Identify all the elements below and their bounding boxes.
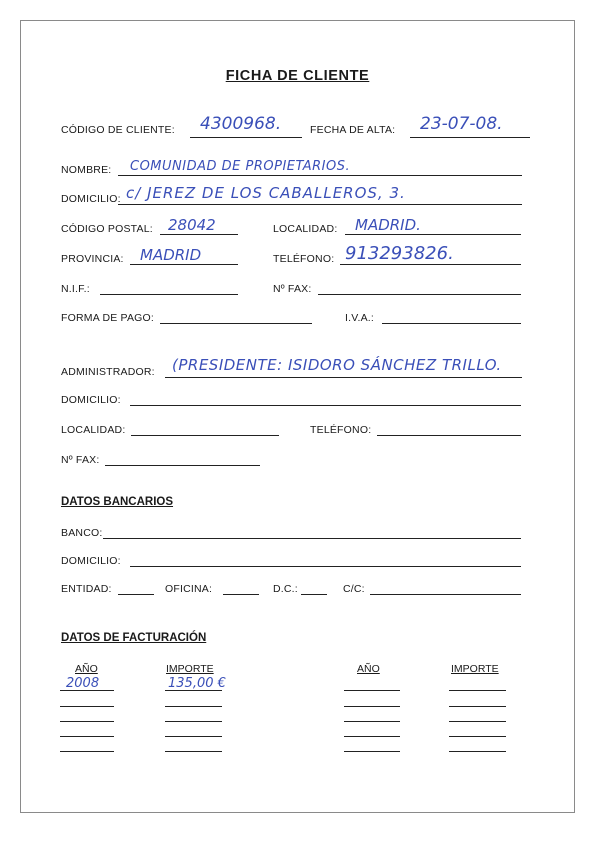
nif-line[interactable] [100, 294, 238, 295]
fecha-alta-line [410, 137, 530, 138]
datos-bancarios-heading: DATOS BANCARIOS [61, 496, 174, 508]
dc-label: D.C.: [273, 583, 298, 595]
provincia-line [130, 264, 238, 265]
billing-line-amount-right[interactable] [449, 721, 506, 722]
billing-line-year-right[interactable] [344, 690, 400, 691]
billing-line-amount-left[interactable] [165, 690, 222, 691]
nombre-label: NOMBRE: [61, 164, 112, 176]
telefono-line [340, 264, 521, 265]
billing-line-amount-right[interactable] [449, 736, 506, 737]
year-column-header-left: AÑO [75, 663, 98, 675]
domicilio-line [118, 204, 522, 205]
fax-label: Nº FAX: [273, 283, 312, 295]
entidad-line[interactable] [118, 594, 154, 595]
admin-fax-line[interactable] [105, 465, 260, 466]
billing-line-year-left[interactable] [60, 706, 114, 707]
bank-domicilio-label: DOMICILIO: [61, 555, 121, 567]
codigo-postal-value[interactable]: 28042 [168, 216, 216, 234]
billing-line-amount-right[interactable] [449, 706, 506, 707]
billing-line-amount-left[interactable] [165, 736, 222, 737]
codigo-cliente-value[interactable]: 4300968. [200, 114, 282, 134]
bank-domicilio-line[interactable] [130, 566, 521, 567]
cc-label: C/C: [343, 583, 365, 595]
iva-label: I.V.A.: [345, 312, 375, 324]
admin-fax-label: Nº FAX: [61, 454, 100, 466]
admin-telefono-label: TELÉFONO: [310, 424, 372, 436]
fax-line[interactable] [318, 294, 521, 295]
billing-line-year-right[interactable] [344, 706, 400, 707]
fecha-alta-label: FECHA DE ALTA: [310, 124, 396, 136]
billing-line-amount-left[interactable] [165, 751, 222, 752]
billing-line-year-left[interactable] [60, 690, 114, 691]
admin-domicilio-line[interactable] [130, 405, 521, 406]
billing-line-year-right[interactable] [344, 736, 400, 737]
codigo-postal-label: CÓDIGO POSTAL: [61, 223, 153, 235]
nombre-value[interactable]: COMUNIDAD DE PROPIETARIOS. [130, 159, 351, 174]
administrador-label: ADMINISTRADOR: [61, 366, 155, 378]
billing-line-amount-left[interactable] [165, 706, 222, 707]
localidad-line [345, 234, 521, 235]
form-border [20, 20, 575, 813]
billing-line-amount-right[interactable] [449, 690, 506, 691]
codigo-cliente-label: CÓDIGO DE CLIENTE: [61, 124, 175, 136]
fecha-alta-value[interactable]: 23-07-08. [420, 114, 503, 134]
admin-telefono-line[interactable] [377, 435, 521, 436]
billing-line-year-left[interactable] [60, 736, 114, 737]
telefono-label: TELÉFONO: [273, 253, 335, 265]
billing-line-year-left[interactable] [60, 721, 114, 722]
billing-line-amount-right[interactable] [449, 751, 506, 752]
provincia-value[interactable]: MADRID [140, 246, 202, 264]
banco-label: BANCO: [61, 527, 103, 539]
forma-pago-line[interactable] [160, 323, 312, 324]
telefono-value[interactable]: 913293826. [345, 243, 454, 264]
amount-column-header-left: IMPORTE [166, 663, 214, 675]
year-column-header-right: AÑO [357, 663, 380, 675]
billing-line-year-right[interactable] [344, 751, 400, 752]
forma-pago-label: FORMA DE PAGO: [61, 312, 155, 324]
billing-year-value[interactable]: 2008 [66, 676, 100, 691]
amount-column-header-right: IMPORTE [451, 663, 499, 675]
localidad-value[interactable]: MADRID. [355, 216, 421, 234]
admin-localidad-line[interactable] [131, 435, 279, 436]
codigo-postal-line [160, 234, 238, 235]
datos-facturacion-heading: DATOS DE FACTURACIÓN [61, 632, 207, 644]
administrador-line [165, 377, 522, 378]
nif-label: N.I.F.: [61, 283, 90, 295]
oficina-label: OFICINA: [165, 583, 213, 595]
provincia-label: PROVINCIA: [61, 253, 124, 265]
domicilio-label: DOMICILIO: [61, 193, 121, 205]
billing-line-year-right[interactable] [344, 721, 400, 722]
domicilio-value[interactable]: c/ JEREZ DE LOS CABALLEROS, 3. [126, 184, 406, 202]
iva-line[interactable] [382, 323, 521, 324]
billing-amount-value[interactable]: 135,00 € [168, 676, 226, 691]
billing-line-year-left[interactable] [60, 751, 114, 752]
cc-line[interactable] [370, 594, 521, 595]
admin-domicilio-label: DOMICILIO: [61, 394, 121, 406]
nombre-line [118, 175, 522, 176]
entidad-label: ENTIDAD: [61, 583, 112, 595]
oficina-line[interactable] [223, 594, 259, 595]
codigo-cliente-line [190, 137, 302, 138]
admin-localidad-label: LOCALIDAD: [61, 424, 126, 436]
administrador-value[interactable]: (PRESIDENTE: ISIDORO SÁNCHEZ TRILLO. [172, 356, 502, 374]
localidad-label: LOCALIDAD: [273, 223, 338, 235]
billing-line-amount-left[interactable] [165, 721, 222, 722]
dc-line[interactable] [301, 594, 327, 595]
banco-line[interactable] [103, 538, 521, 539]
form-title: FICHA DE CLIENTE [225, 68, 370, 84]
